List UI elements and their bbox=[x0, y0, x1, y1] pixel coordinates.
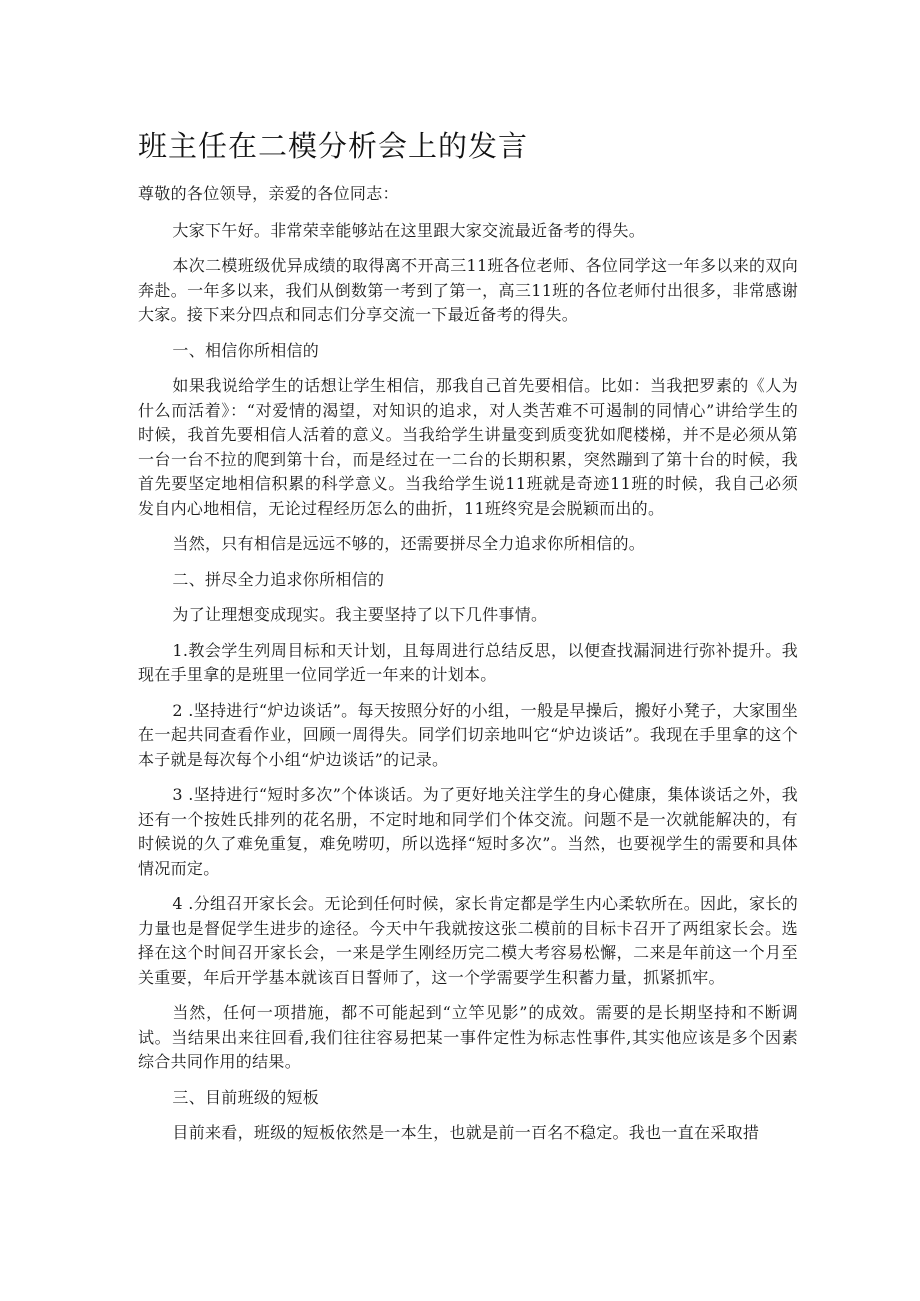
section-heading-3: 三、目前班级的短板 bbox=[172, 1087, 320, 1107]
paragraph-greeting: 大家下午好。非常荣幸能够站在这里跟大家交流最近备考的得失。 bbox=[172, 220, 646, 240]
section-heading-2: 二、拼尽全力追求你所相信的 bbox=[172, 569, 385, 589]
paragraph-transition-1: 当然，只有相信是远远不够的，还需要拼尽全力追求你所相信的。 bbox=[172, 534, 646, 553]
salutation: 尊敬的各位领导，亲爱的各位同志： bbox=[138, 184, 399, 203]
section-heading-1: 一、相信你所相信的 bbox=[172, 340, 320, 360]
list-item-4: 4 .分组召开家长会。无论到任何时候，家长肯定都是学生内心柔软所在。因此，家长的力量也是督促学生进步的途径。今天中午我就按这张二模前的目标卡召开了两组家长会。选择在这个时间召开家长会，一来是学生刚经历完二模大考容易松懈，二来是年前这一个月至关重要，年后开学基本就该百日誓师了，这一个学需要学生积蓄力量，抓紧抓牢。 bbox=[138, 894, 798, 987]
paragraph-intro: 本次二模班级优异成绩的取得离不开高三11班各位老师、各位同学这一年多以来的双向奔赴。一年多以来，我们从倒数第一考到了第一，高三11班的各位老师付出很多，非常感谢大家。接下来分四点和同志们分享交流一下最近备考的得失。 bbox=[138, 256, 798, 324]
list-item-3: 3 .坚持进行“短时多次”个体谈话。为了更好地关注学生的身心健康，集体谈话之外，我还有一个按姓氏排列的花名册，不定时地和同学们个体交流。问题不是一次就能解决的，有时候说的久了难免重复，难免唠叨，所以选择“短时多次”。当然，也要视学生的需要和具体情况而定。 bbox=[138, 785, 798, 878]
paragraph-belief: 如果我说给学生的话想让学生相信，那我自己首先要相信。比如：当我把罗素的《人为什么而活着》：“对爱情的渴望，对知识的追求，对人类苦难不可遏制的同情心”讲给学生的时候，我首先要相信人活着的意义。当我给学生讲量变到质变犹如爬楼梯，并不是必须从第一台一台不拉的爬到第十台，而是经过在一二台的长期积累，突然蹦到了第十台的时候，我首先要坚定地相信积累的科学意义。当我给学生说11班就是奇迹11班的时候，我自己必须发自内心地相信，无论过程经历怎么的曲折，11班终究是会脱颖而出的。 bbox=[138, 376, 798, 518]
list-item-1: 1.教会学生列周目标和天计划，且每周进行总结反思，以便查找漏洞进行弥补提升。我现在手里拿的是班里一位同学近一年来的计划本。 bbox=[138, 640, 798, 684]
list-item-2: 2 .坚持进行“炉边谈话”。每天按照分好的小组，一般是早操后，搬好小凳子，大家围坐在一起共同查看作业，回顾一周得失。同学们切亲地叫它“炉边谈话”。我现在手里拿的这个本子就是每次每个小组“炉边谈话”的记录。 bbox=[138, 700, 798, 769]
paragraph-summary: 当然，任何一项措施，都不可能起到“立竿见影”的成效。需要的是长期坚持和不断调试。当结果出来往回看,我们往往容易把某一事件定性为标志性事件,其实他应该是多个因素综合共同作用的结果。 bbox=[138, 1003, 798, 1071]
paragraph-weakness: 目前来看，班级的短板依然是一本生，也就是前一百名不稳定。我也一直在采取措 bbox=[172, 1123, 760, 1142]
document-title: 班主任在二模分析会上的发言 bbox=[138, 129, 529, 163]
paragraph-measures-intro: 为了让理想变成现实。我主要坚持了以下几件事情。 bbox=[172, 605, 548, 624]
document-page bbox=[138, 124, 798, 1157]
